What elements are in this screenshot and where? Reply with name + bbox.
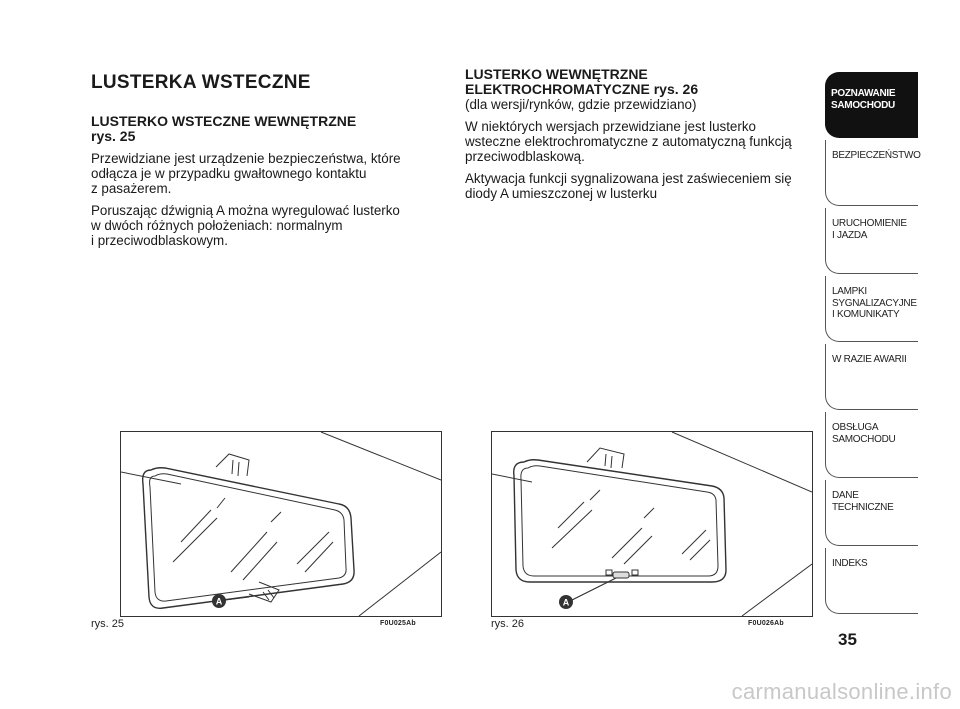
figure-caption: rys. 25 (91, 618, 125, 630)
figure-code: F0U026Ab (748, 620, 784, 627)
section-subtitle: (dla wersji/rynków, gdzie przewidziano) (465, 97, 697, 112)
watermark: carmanualsonline.info (731, 679, 952, 704)
chapter-tab-poznawanie-samochodu[interactable]: POZNAWANIE SAMOCHODU (825, 72, 918, 138)
page-title: LUSTERKA WSTECZNE (91, 72, 311, 93)
page-number: 35 (838, 630, 857, 649)
section-heading-line: ELEKTROCHROMATYCZNE rys. 26 (465, 81, 699, 97)
section-heading (465, 67, 795, 97)
chapter-tab-uruchomienie-i-jazda[interactable]: URUCHOMIENIE I JAZDA (825, 208, 918, 274)
chapter-sidebar (825, 72, 921, 616)
body-paragraph: Aktywacja funkcji sygnalizowana jest zaświeceniem się diody A umieszczonej w lusterku (465, 171, 792, 201)
body-paragraph: Przewidziane jest urządzenie bezpieczeństwa, które odłącza je w przypadku gwałtownego kontaktu z pasażerem. (91, 151, 401, 196)
section-heading-line: LUSTERKO WSTECZNE WEWNĘTRZNE (91, 113, 357, 129)
figure-caption: rys. 26 (491, 618, 525, 630)
figure-rys-26 (491, 431, 813, 617)
section-interior-mirror (91, 114, 421, 248)
chapter-tab-dane-techniczne[interactable]: DANE TECHNICZNE (825, 480, 918, 546)
chapter-tab-w-razie-awarii[interactable]: W RAZIE AWARII (825, 344, 918, 410)
section-heading (91, 114, 421, 144)
callout-label: A (215, 596, 223, 607)
section-heading-line: rys. 25 (91, 128, 136, 144)
body-paragraph: W niektórych wersjach przewidziane jest lusterko wsteczne elektrochromatyczne z automatyczną funkcją przeciwodblaskową. (465, 119, 792, 164)
chapter-tab-obsluga-samochodu[interactable]: OBSŁUGA SAMOCHODU (825, 412, 918, 478)
chapter-tab-bezpieczenstwo[interactable]: BEZPIECZEŃSTWO (825, 140, 918, 206)
chapter-tab-indeks[interactable]: INDEKS (825, 548, 918, 614)
figure-code: F0U025Ab (380, 620, 416, 627)
figure-rys-25 (120, 431, 442, 617)
mirror-illustration (492, 432, 812, 616)
mirror-illustration (121, 432, 441, 616)
body-paragraph: Poruszając dźwignią A można wyregulować lusterko w dwóch różnych położeniach: normalnym i przeciwodblaskowym. (91, 203, 400, 248)
section-electrochromic-mirror (465, 67, 795, 201)
callout-label: A (562, 597, 570, 608)
section-heading-line: LUSTERKO WEWNĘTRZNE (465, 66, 648, 82)
chapter-tab-lampki-sygnalizacyjne[interactable]: LAMPKI SYGNALIZACYJNE I KOMUNIKATY (825, 276, 918, 342)
